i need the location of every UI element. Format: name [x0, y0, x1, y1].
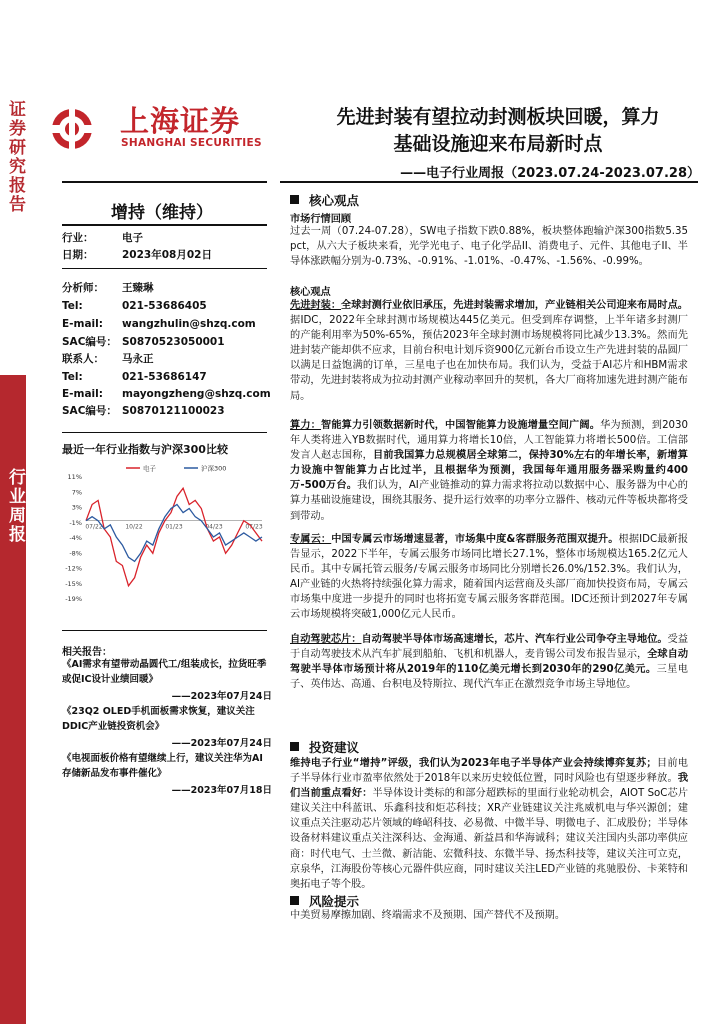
- y-tick-label: 3%: [71, 503, 82, 512]
- series-line-electronics: [86, 488, 262, 586]
- index-comparison-chart: [56, 462, 270, 604]
- x-tick-label: 10/22: [125, 523, 143, 531]
- para-investment-advice: 维持电子行业“增持”评级，我们认为2023年电子半导体产业会持续博弈复苏；目前电子半导体行业市盈率依然处于2018年以来历史较低位置，同时风险也有望逐步释放。我们当前重点看好：半导体设计类标的和部分超跌标的里面行业轮动机会，AIOT SoC芯片建议关注中科蓝讯、乐鑫科技和炬芯科技；XR产业链建议关注兆威机电与华兴源创；建议重点关注驱动芯片领域的峰岹科技、必易微、中微半导、明微电子、汇成股份；半导体设备材料建议重点关注深科达、金海通、新益昌和华海诚科；建议关注国内头部功率供应商：时代电气、士兰微、新洁能、宏微科技、东微半导、扬杰科技等，建议关注可立克，京泉华，江海股份等核心元器件供应商，同时建议关注LED产业链的兆驰股份、卡莱特和奥拓电子等个股。: [290, 758, 689, 890]
- date-row: 日期： 2023年08月02日: [62, 249, 212, 261]
- tel1-row: Tel: 021-53686405: [62, 300, 207, 312]
- y-tick-label: -4%: [69, 534, 82, 542]
- related-report-2[interactable]: 《23Q2 OLED手机面板需求恢复，建议关注DDIC产业链投资机会》: [62, 706, 255, 732]
- x-tick-label: 04/23: [205, 523, 223, 531]
- title-line-1: 先进封装有望拉动封测板块回暖，算力: [336, 106, 660, 128]
- chart-title: 最近一年行业指数与沪深300比较: [62, 443, 228, 456]
- section-bullet-icon: [290, 195, 299, 204]
- chart-top-rule: [62, 432, 267, 433]
- legend-label: 沪深300: [201, 464, 227, 473]
- related-report-2-date: ——2023年07月24日: [171, 738, 272, 749]
- sac1-row: SAC编号： S0870523050001: [62, 336, 225, 348]
- related-report-3[interactable]: 《电视面板价格有望继续上行，建议关注华为AI存储新品发布事件催化》: [62, 753, 263, 779]
- para-exclusive-cloud: 专属云：中国专属云市场增速显著，市场集中度&客群服务范围双提升。根据IDC最新报告显示，2022下半年，专属云服务市场同比增长27.1%，整体市场规模达165.2亿元人民币。其中专属托管云服务/专属云服务市场同比分别增长26.0%/152.3%。我们认为，AI产业链的火热将持续强化算力需求，随着国内运营商及头部厂商加快投资布局，专属云市场集中度进一步提升的同时也将拓宽专属云服务客群范围。IDC还预计到2027年专属云市场规模将突破1,000亿元人民币。: [290, 534, 689, 621]
- y-tick-label: 7%: [71, 488, 82, 497]
- y-tick-label: -19%: [65, 595, 82, 603]
- y-tick-label: -8%: [69, 549, 82, 558]
- logo-name-cn: 上海证券: [120, 104, 241, 138]
- related-report-1[interactable]: 《AI需求有望带动晶圆代工/组装成长，拉货旺季或促IC设计业绩回暖》: [62, 659, 267, 685]
- y-tick-label: -15%: [65, 579, 82, 588]
- para-computing-power: 算力：智能算力引领数据新时代，中国智能算力设施增量空间广阔。华为预测，到2030年人类将进入YB数据时代，通用算力将增长10倍，人工智能算力将增长500倍。工信部发言人赵志国称，目前我国算力总规模居全球第二，保持30%左右的年增长率，新增算力设施中智能算力占比过半，且根据华为预测，我国每年通用服务器采购量约400万-500万台。我们认为，AI产业链推动的算力需求将拉动以数据中心、服务器为中心的算力基础设施建设，围绕其服务、提升运行效率的功率分立器件、核动元件等板块都将受到带动。: [290, 420, 688, 522]
- email1-row: E-mail: wangzhulin@shzq.com: [62, 318, 256, 330]
- sac2-row: SAC编号： S0870121100023: [62, 405, 225, 417]
- y-tick-label: -1%: [69, 518, 82, 527]
- side-label-weekly: 行业周报: [5, 468, 25, 544]
- market-review-head: 市场行情回顾: [290, 214, 352, 225]
- tel2-row: Tel: 021-53686147: [62, 371, 207, 383]
- para-autonomous-driving-chip: 自动驾驶芯片：自动驾驶半导体市场高速增长，芯片、汽车行业公司争夺主导地位。受益于自动驾驶技术从汽车扩展到船舶、飞机和机器人，麦肯锡公司发布报告显示，全球自动驾驶半导体市场预计将从2019年的110亿美元增长到2030年的290亿美元。三星电子、英伟达、高通、台积电及特斯拉、现代汽车正在激烈竞争市场主导地位。: [290, 634, 689, 691]
- x-tick-label: 01/23: [165, 523, 183, 531]
- section-investment-advice: 投资建议: [290, 738, 359, 756]
- side-label-report-type: 证券研究报告: [5, 100, 25, 214]
- report-subtitle: ——电子行业周报（2023.07.24-2023.07.28）: [400, 166, 700, 181]
- left-header-rule: [62, 181, 267, 183]
- logo-name-en: SHANGHAI SECURITIES: [121, 137, 262, 149]
- x-tick-label: 07/23: [245, 523, 263, 531]
- section-core-views: 核心观点: [290, 191, 359, 209]
- y-tick-label: -12%: [65, 564, 82, 573]
- analyst-row: 分析师： 王臻琳: [62, 282, 154, 294]
- industry-row: 行业： 电子: [62, 232, 143, 244]
- header-rule: [280, 181, 698, 183]
- para-advanced-packaging: 先进封装：全球封测行业依旧承压，先进封装需求增加，产业链相关公司迎来布局时点。据IDC，2022年全球封测市场规模达445亿美元。但受到库存调整，上半年诸多封测厂的产能利用率为50%-65%，预估2023年全球封测市场规模将同比减少13.3%。然而先进封装产能却供不应求，目前台积电计划斥资900亿元新台币设立生产先进封装的晶圆厂以满足日益饱满的订单，三星电子也在加快布局。我们认为，受益于AI芯片和HBM需求带动，先进封装将成为拉动封测产业稼动率回升的契机，各大厂商将加速先进封测产能布局。: [290, 300, 688, 402]
- legend-label: 电子: [143, 464, 156, 473]
- x-tick-label: 07/22: [85, 523, 103, 531]
- y-tick-label: 11%: [67, 473, 82, 481]
- report-title: [298, 104, 698, 158]
- info-rule: [62, 268, 267, 269]
- section-risk: 风险提示: [290, 892, 359, 910]
- related-rule: [62, 630, 267, 631]
- related-report-3-date: ——2023年07月18日: [171, 785, 272, 796]
- related-report-1-date: ——2023年07月24日: [171, 691, 272, 702]
- email2-row: E-mail: mayongzheng@shzq.com: [62, 388, 271, 400]
- core-views-head: 核心观点: [290, 287, 331, 298]
- rating: 增持（维持）: [111, 203, 213, 223]
- series-line-csi300: [86, 505, 262, 562]
- section-bullet-icon: [290, 896, 299, 905]
- risk-text: 中美贸易摩擦加剧、终端需求不及预期、国产替代不及预期。: [290, 910, 566, 921]
- section-bullet-icon: [290, 742, 299, 751]
- market-review-text: 过去一周（07.24-07.28），SW电子指数下跌0.88%，板块整体跑输沪深300指数5.35 pct，从六大子板块来看，光学光电子、电子化学品II、消费电子、元件、其他电子II、半导体涨跌幅分别为-0.73%、-0.91%、-1.01%、-0.47%、-1.56%、-0.99%。: [290, 226, 688, 268]
- related-head: 相关报告：: [62, 647, 112, 658]
- rating-rule: [62, 224, 267, 226]
- contact-row: 联系人： 马永正: [62, 353, 154, 365]
- title-line-2: 基础设施迎来布局新时点: [393, 133, 603, 155]
